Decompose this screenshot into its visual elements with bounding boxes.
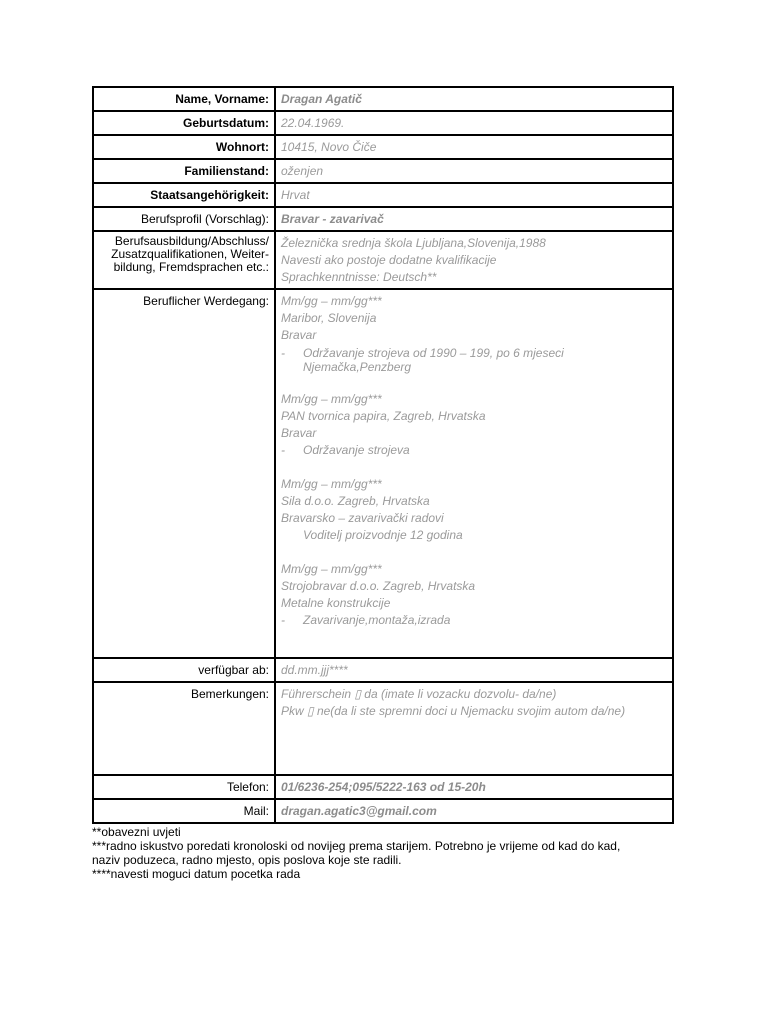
marital-value: oženjen [275,159,673,183]
footnote-required: **obavezni uvjeti [92,825,181,839]
phone-value: 01/6236-254;095/5222-163 od 15-20h [275,775,673,799]
profile-label: Berufsprofil (Vorschlag): [93,207,275,231]
row-remarks [93,682,673,775]
footnote-start-date: ****navesti moguci datum pocetka rada [92,867,301,881]
row-citizenship [93,183,673,207]
career-company: Sila d.o.o. Zagreb, Hrvatska [281,494,430,508]
education-value [275,231,673,289]
profile-value: Bravar - zavarivač [275,207,673,231]
career-note: Voditelj proizvodnje 12 godina [303,528,463,542]
career-company: Strojobravar d.o.o. Zagreb, Hrvatska [281,579,476,593]
available-value: dd.mm.jjj**** [275,658,673,682]
career-bullet [281,442,667,459]
remarks-line: Führerschein ▯ da (imate li vozacku dozvolu- da/ne) [281,687,557,701]
education-line: Sprachkenntnisse: Deutsch** [281,270,437,284]
career-bullet-text: Održavanje strojeva [303,443,410,457]
career-period: Mm/gg – mm/gg*** [281,562,382,576]
dob-value: 22.04.1969. [275,111,673,135]
career-bullet-text: Zavarivanje,montaža,izrada [303,613,451,627]
available-label: verfügbar ab: [93,658,275,682]
cv-table [92,86,674,824]
career-label: Beruflicher Werdegang: [93,289,275,658]
row-mail [93,799,673,823]
career-bullet [281,346,667,374]
career-period: Mm/gg – mm/gg*** [281,294,382,308]
footnote-chronology: ***radno iskustvo poredati kronoloski od novijeg prema starijem. Potrebno je vrijeme od kad do kad, [92,839,621,853]
remarks-label: Bemerkungen: [93,682,275,775]
name-label: Name, Vorname: [93,87,275,111]
career-role: Metalne konstrukcije [281,596,391,610]
row-marital [93,159,673,183]
education-label: Berufsausbildung/Abschluss/ Zusatzqualifikationen, Weiter-bildung, Fremdsprachen etc.: [93,231,275,289]
residence-value: 10415, Novo Čiče [275,135,673,159]
dob-label: Geburtsdatum: [93,111,275,135]
career-period: Mm/gg – mm/gg*** [281,392,382,406]
residence-label: Wohnort: [93,135,275,159]
marital-label: Familienstand: [93,159,275,183]
career-value [275,289,673,658]
citizenship-label: Staatsangehörigkeit: [93,183,275,207]
remarks-value [275,682,673,775]
row-residence [93,135,673,159]
row-phone [93,775,673,799]
row-education [93,231,673,289]
mail-value: dragan.agatic3@gmail.com [275,799,673,823]
bullet-dash: - [281,346,285,360]
bullet-dash: - [281,443,285,457]
row-available [93,658,673,682]
row-profile [93,207,673,231]
row-career [93,289,673,658]
remarks-line: Pkw ▯ ne(da li ste spremni doci u Njemacku svojim autom da/ne) [281,704,626,718]
citizenship-value: Hrvat [275,183,673,207]
mail-label: Mail: [93,799,275,823]
row-name [93,87,673,111]
phone-label: Telefon: [93,775,275,799]
footnotes [92,825,682,881]
career-bullet [281,612,667,629]
career-company: PAN tvornica papira, Zagreb, Hrvatska [281,409,486,423]
career-role: Bravar [281,426,317,440]
bullet-dash: - [281,613,285,627]
name-value: Dragan Agatič [275,87,673,111]
career-company: Maribor, Slovenija [281,311,377,325]
career-role: Bravar [281,328,317,342]
career-bullet-text: Održavanje strojeva od 1990 – 199, po 6 mjeseci Njemačka,Penzberg [303,346,564,374]
footnote-chronology-cont: naziv poduzeca, radno mjesto, opis poslova koje ste radili. [92,853,402,867]
education-line: Navesti ako postoje dodatne kvalifikacije [281,253,497,267]
education-line: Železnička srednja škola Ljubljana,Slovenija,1988 [281,236,546,250]
row-dob [93,111,673,135]
career-period: Mm/gg – mm/gg*** [281,477,382,491]
career-role: Bravarsko – zavarivački radovi [281,511,444,525]
